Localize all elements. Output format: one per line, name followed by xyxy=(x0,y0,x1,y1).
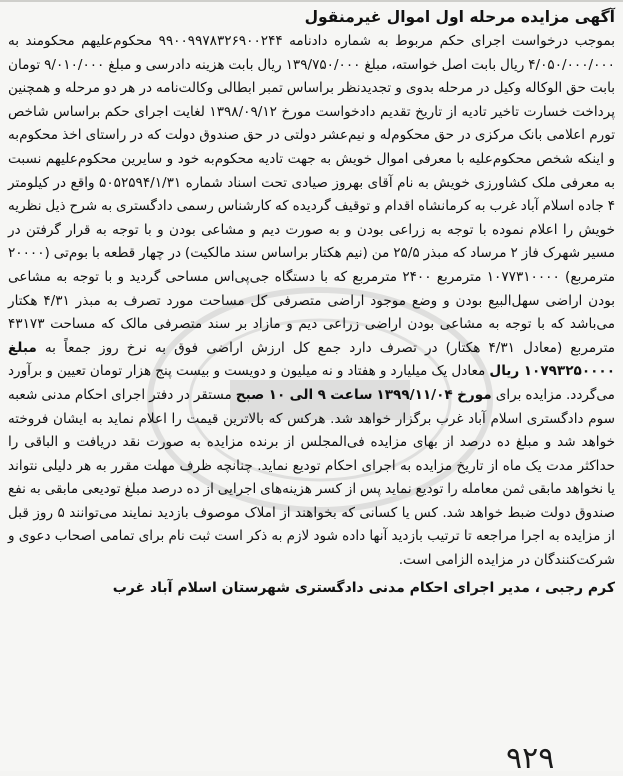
notice-paragraph-1: بموجب درخواست اجرای حکم مربوط به شماره دادنامه ۹۹۰۰۹۹۷۸۳۲۶۹۰۰۲۴۴ محکوم‌علیهم محکومند به ۴/۰۵۰/۰۰۰/۰۰۰ ریال بابت اصل خواسته، مبلغ ۱۳۹/۷۵۰/۰۰۰ ریال بابت هزینه دادرسی و مبلغ ۹/۰۱۰/۰۰۰ تومان بابت حق الوکاله وکیل در مرحله بدوی و تجدیدنظر براساس تمبر ابطالی وکالت‌نامه در هر دو مرحله و همچنین پرداخت خسارت تاخیر تادیه از تاریخ تقدیم دادخواست مورخ ۱۳۹۸/۰۹/۱۲ لغایت اجرای حکم براساس شاخص تورم اعلامی بانک مرکزی در حق محکوم‌له و نیم‌عشر دولتی در حق صندوق دولت که در راستای اخذ محکوم‌به و اینکه شخص محکوم‌علیه با معرفی اموال خویش به جهت تادیه محکوم‌به خود و سایرین محکوم‌علیهم نسبت به معرفی ملک کشاورزی خویش به نام آقای بهروز صیادی تحت اسناد شماره ۵۰۵۲۵۹۴/۱/۳۱ واقع در کیلومتر ۴ جاده اسلام آباد غرب به کرمانشاه اقدام و توقیف گردیده که کارشناس رسمی دادگستری به شرح ذیل نظریه خویش را اعلام نموده با توجه به زراعی بودن و به صورت دیم و مشاعی بودن و با توجه به قرار گرفتن در مسیر شهرک فاز ۲ مرساد که مبذر ۲۵/۵ من (نیم هکتار براساس سند مالکیت) در چهار قطعه با بوم‌تی (۲۰۰۰۰ مترمربع) ۱۰۷۷۳۱۰۰۰۰ مترمربع ۲۴۰۰ مترمربع که با دستگاه جی‌پی‌اس مساحی گردید و با توجه به مشاعی بودن اراضی سهل‌البیع بودن و وضع موجود اراضی متصرفی کل مساحت مورد تصرف به مبذر ۴/۳۱ هکتار می‌باشد که با توجه به مشاعی بودن اراضی زراعی دیم و مازاد بر سند متصرفی مالک که مساحت ۴۳۱۷۳ مترمربع (معادل ۴/۳۱ هکتار) در تصرف دارد جمع کل ارزش اراضی فوق به نرخ روز جمعاً به xyxy=(8,33,616,356)
top-rule xyxy=(0,0,623,2)
notice-title: آگهی مزایده مرحله اول اموال غیرمنقول xyxy=(304,8,615,26)
auction-amount: مبلغ ۱۰۷۹۳۲۵۰۰۰۰ ریال xyxy=(8,339,616,380)
page-mark: ۹۲۹ xyxy=(506,741,555,776)
notice-paragraph-2: معادل یک میلیارد و هفتاد و نه میلیون و دویست و بیست پنج هزار تومان تعیین و برآورد می‌گردد. مزایده برای xyxy=(8,363,615,403)
auction-time: ساعت ۹ الی ۱۰ صبح xyxy=(235,386,373,403)
auction-date: مورخ ۱۳۹۹/۱۱/۰۴ xyxy=(376,386,492,403)
notice-paragraph-3: مستقر در دفتر اجرای احکام مدنی شعبه سوم دادگستری اسلام آباد غرب برگزار خواهد شد. هرکس که بالاترین قیمت را اعلام نماید به ایشان فروخته خواهد شد و مبلغ ده درصد از بهای مزایده فی‌المجلس از برنده مزایده به صورت نقد دریافت و الباقی را حداکثر مدت یک ماه از تاریخ مزایده به اجرای احکام تودیع نماید. چنانچه ظرف مهلت مقرر به هر دلیلی نتواند یا نخواهد مابقی ثمن معامله را تودیع نماید پس از کسر هزینه‌های اجرایی از ده درصد مبلغ تودیعی مابقی به نفع صندوق دولت ضبط خواهد شد. کس یا کسانی که بخواهند از املاک موصوف بازدید نمایند می‌توانند ۵ روز قبل از مزایده به اجرا مراجعه تا ترتیب بازدید آنها داده شود لازم به ذکر است ثبت نام برای تمامی اصحاب دعوی و شرکت‌کنندگان در مزایده الزامی است. xyxy=(8,386,616,569)
signature-line: کرم رجبی ، مدیر اجرای احکام مدنی دادگستری شهرستان اسلام آباد غرب xyxy=(112,579,615,596)
notice-body xyxy=(8,30,615,573)
